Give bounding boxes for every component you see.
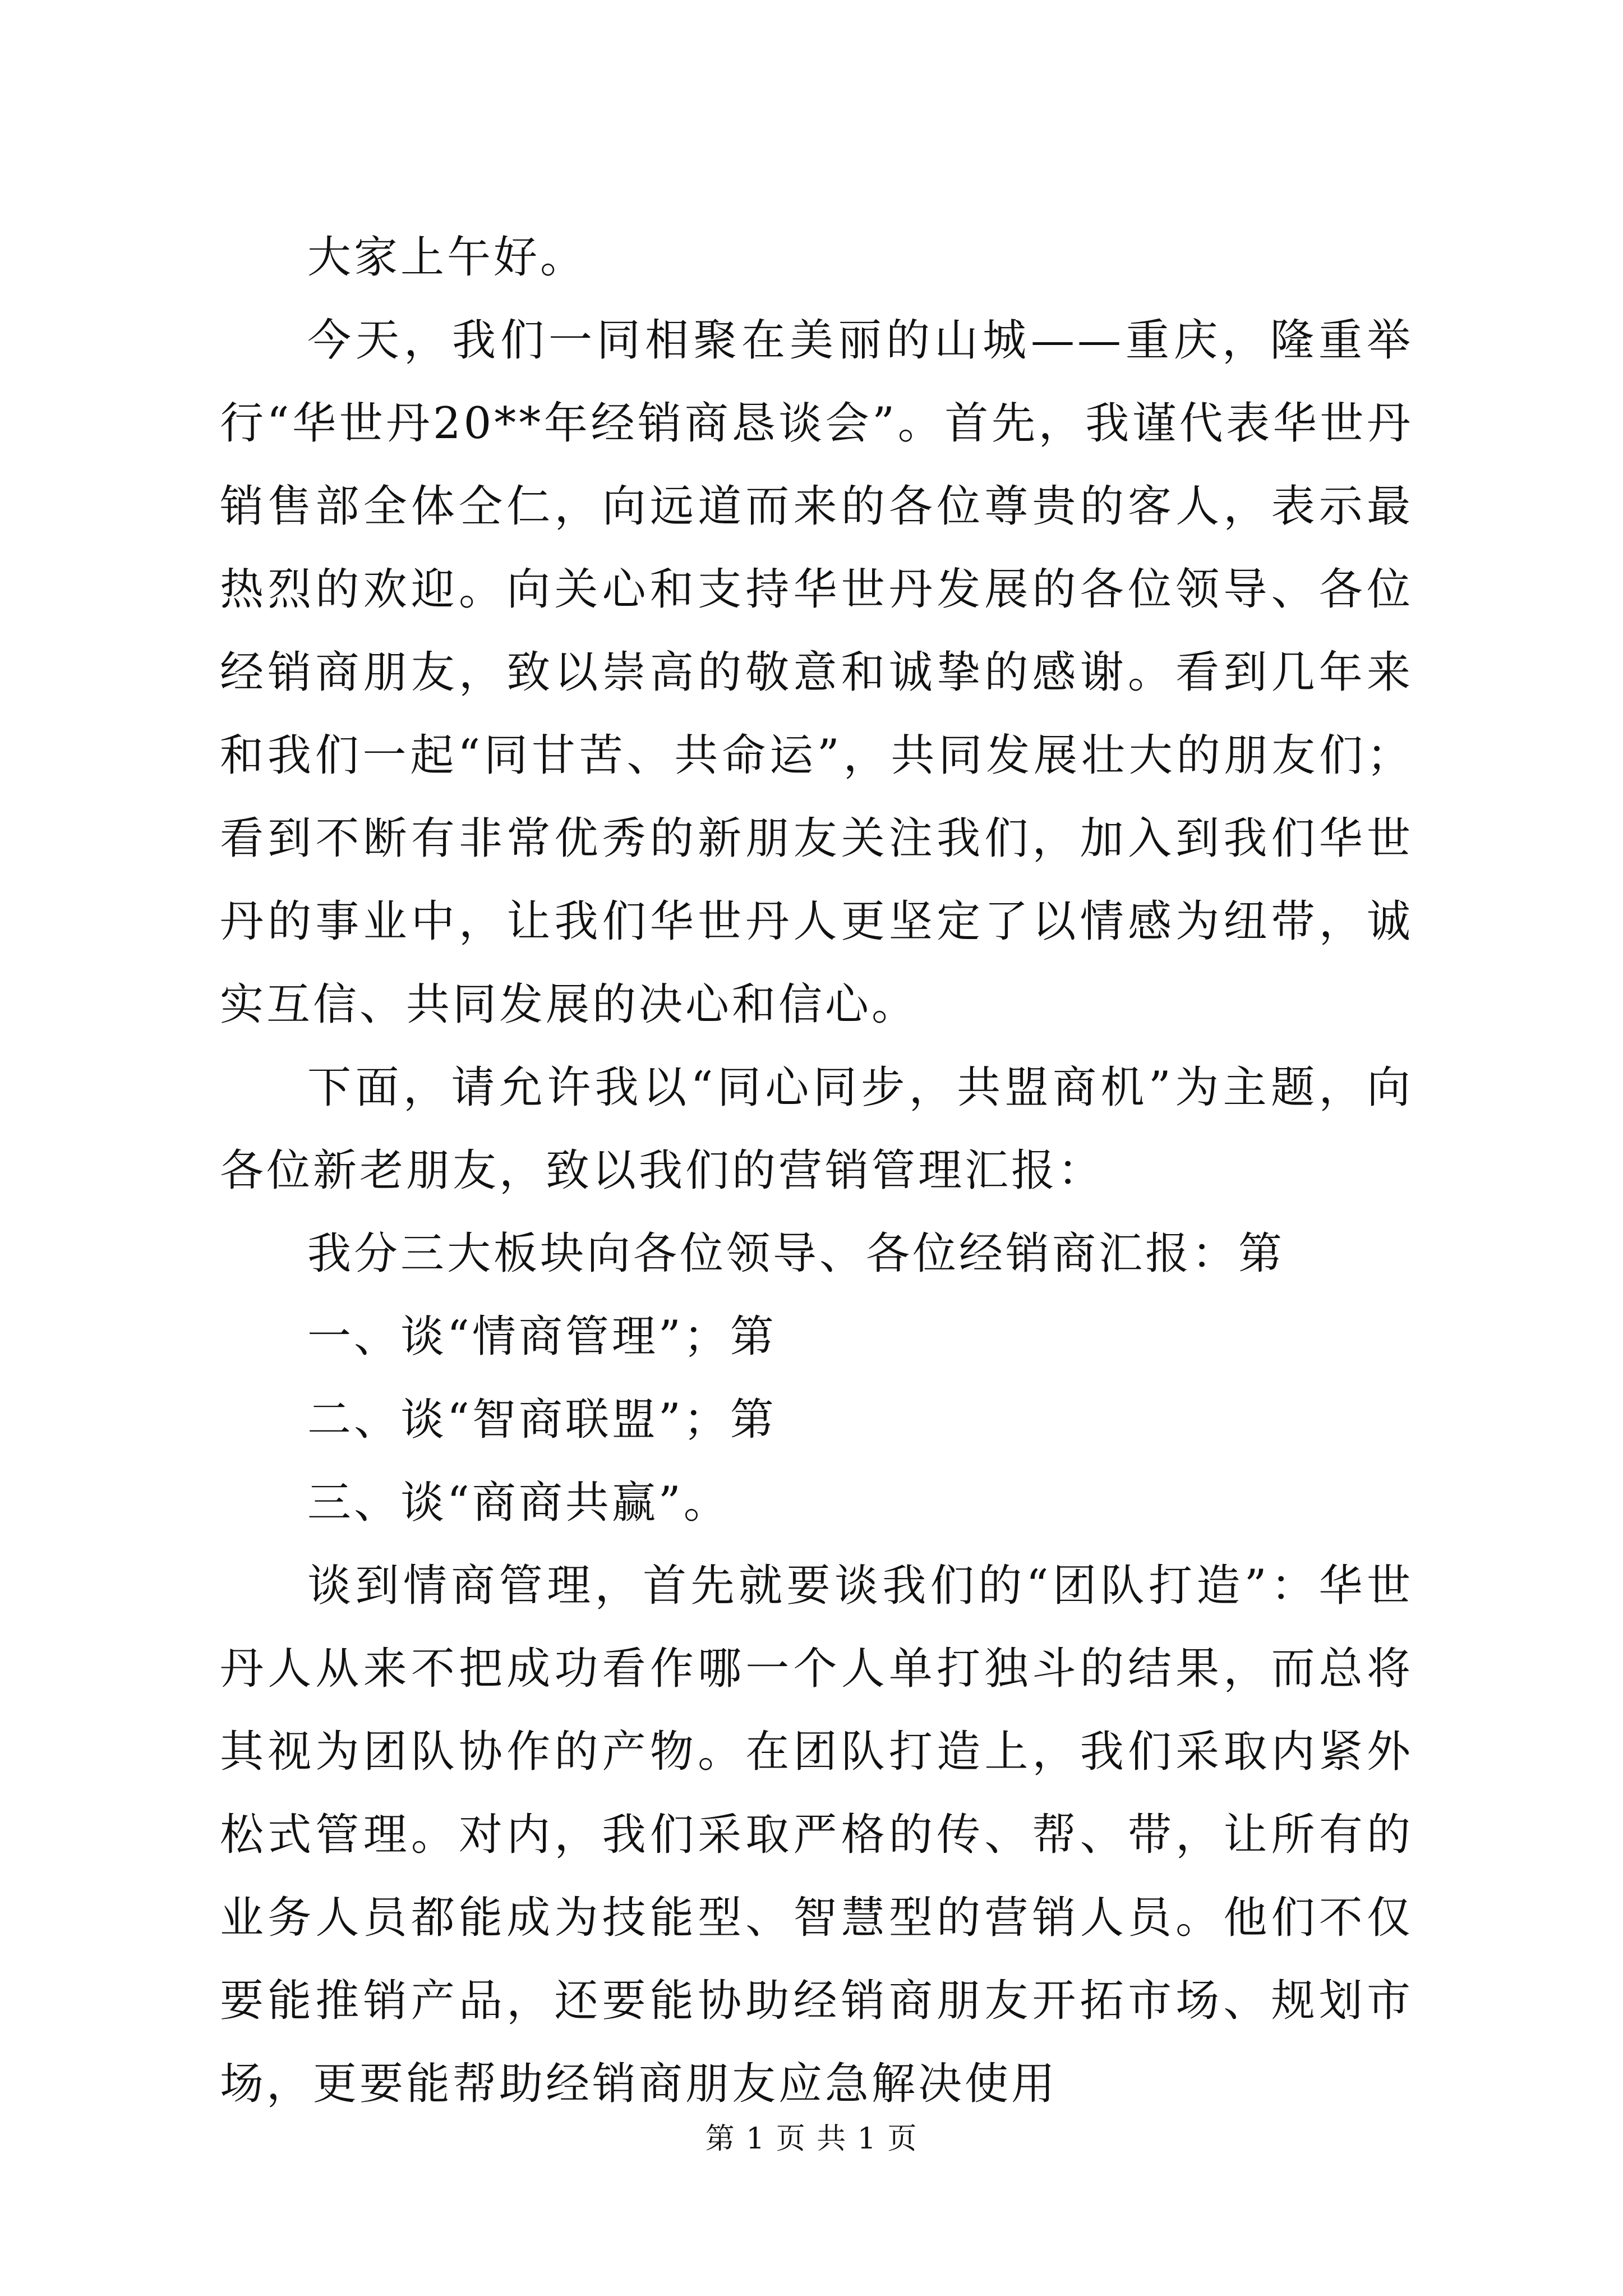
paragraph-outline-intro: 我分三大板块向各位领导、各位经销商汇报：第	[307, 1228, 1285, 1279]
paragraph-outline-item-1: 一、谈“情商管理”；第	[307, 1312, 777, 1362]
paragraph-outline-item-2: 二、谈“智商联盟”；第	[307, 1395, 777, 1445]
page-footer: 第 1 页 共 1 页	[705, 2122, 918, 2156]
paragraph-team-building: 谈到情商管理，首先就要谈我们的“团队打造”：华世丹人从来不把成功看作哪一个人单打独斗的结果，而总将其视为团队协作的产物。在团队打造上，我们采取内紧外松式管理。对内，我们采取严格的传、帮、带，让所有的业务人员都能成为技能型、智慧型的营销人员。他们不仅要能推销产品，还要能协助经销商朋友开拓市场、规划市场，更要能帮助经销商朋友应急解决使用	[220, 1561, 1413, 2109]
document-body	[220, 216, 1413, 2125]
paragraph-greeting: 大家上午好。	[307, 232, 587, 283]
paragraph-theme: 下面，请允许我以“同心同步，共盟商机”为主题，向各位新老朋友，致以我们的营销管理汇报：	[220, 1062, 1413, 1196]
paragraph-opening: 今天，我们一同相聚在美丽的山城——重庆，隆重举行“华世丹20**年经销商恳谈会”。首先，我谨代表华世丹销售部全体仝仁，向远道而来的各位尊贵的客人，表示最热烈的欢迎。向关心和支持华世丹发展的各位领导、各位经销商朋友，致以崇高的敬意和诚挚的感谢。看到几年来和我们一起“同甘苦、共命运”，共同发展壮大的朋友们；看到不断有非常优秀的新朋友关注我们，加入到我们华世丹的事业中，让我们华世丹人更坚定了以情感为纽带，诚实互信、共同发展的决心和信心。	[220, 315, 1413, 1030]
paragraph-outline-item-3: 三、谈“商商共赢”。	[307, 1478, 730, 1528]
